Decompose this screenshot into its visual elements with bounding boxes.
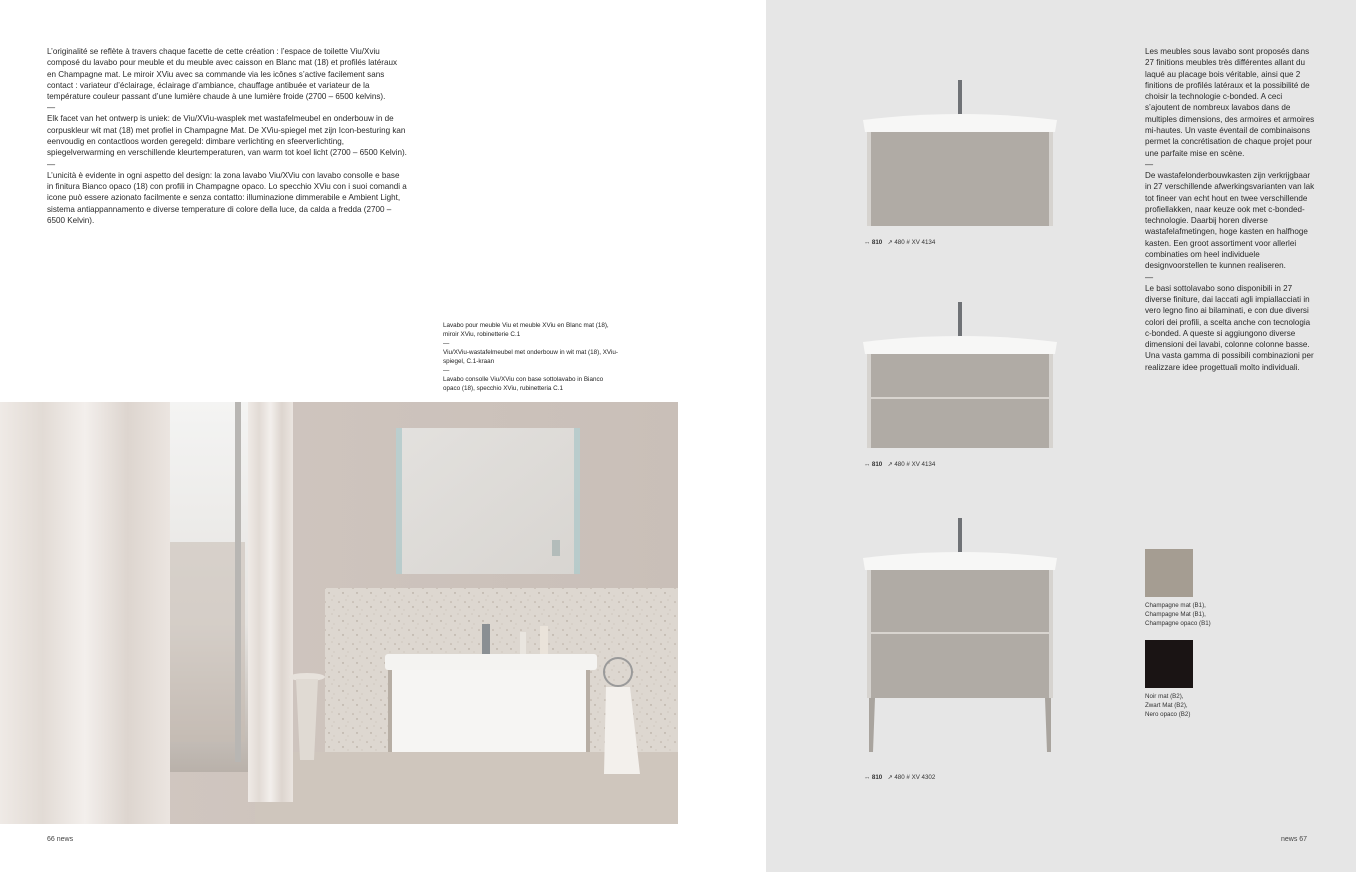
intro-it: L’unicità è evidente in ogni aspetto del design: la zona lavabo Viu/XViu con lavabo consolle e base in finitura Bianco opaco (18) con profili in Champagne opaco. Lo specchio XViu con i suoi comandi a icone può essere azionato facilmente e senza contatto: illuminazione dimmerabile e Ambient Light, sistema antiappannamento e diverse temperature di colore della luce, da calda a fredda (2700 – 6500 Kelvin). (47, 170, 407, 225)
product-code: # XV 4134 (906, 239, 936, 246)
product-code: # XV 4302 (906, 774, 936, 781)
description-fr: Les meubles sous lavabo sont proposés dans 27 finitions meubles très différentes allant du laqué au placage bois véritable, ainsi que 2 finitions de profilés latéraux et la possibilité de choisir la technologie c-bonded. A ceci s’ajoutent de nombreux lavabos dans de multiples dimensions, des armoires et armoires mi-hautes. Un vaste éventail de combinaisons permet la concrétisation de chaque projet pour une parfaite mise en scène. (1145, 47, 1315, 158)
width-value: 810 (871, 239, 883, 246)
page-number-left: 66 news (47, 836, 74, 843)
depth-arrow-icon: ↗ (887, 774, 893, 781)
separator: — (443, 367, 450, 374)
width-arrow-icon: ↔ (864, 461, 871, 468)
swatch-name-nl: Champagne Mat (B1), (1145, 611, 1206, 618)
caption-it: Lavabo consolle Viu/XViu con base sottolavabo in Bianco opaco (18), specchio XViu, rubinetteria C.1 (443, 376, 604, 392)
product-dimensions-1 (864, 239, 935, 246)
width-value: 810 (871, 774, 883, 781)
description-it: Le basi sottolavabo sono disponibili in 27 diverse finiture, dai laccati agli impiallacciati in vero legno fino ai bilaminati, e con due diversi colori dei profili, a scelta anche con tecnologia c-bonded. A queste si aggiungono diverse dimensioni dei lavabi, colonne colonne basse. Una vasta gamma di possibili combinazioni per realizzare idee progettuali molto individuali. (1145, 283, 1314, 372)
right-description (1145, 46, 1315, 373)
product-dimensions-2 (864, 461, 935, 468)
page-number-right: news 67 (1281, 836, 1308, 843)
swatch-name-it: Champagne opaco (B1) (1145, 620, 1211, 627)
width-value: 810 (871, 461, 883, 468)
intro-text (47, 46, 407, 226)
swatch-name-fr: Noir mat (B2), (1145, 693, 1184, 700)
caption-fr: Lavabo pour meuble Viu et meuble XViu en Blanc mat (18), miroir XViu, robinetterie C.1 (443, 322, 609, 338)
intro-fr: L’originalité se reflète à travers chaque facette de cette création : l’espace de toilette Viu/Xviu composé du lavabo pour meuble et du meuble avec caisson en Blanc mat (18) et profilés latéraux en Champagne mat. Le miroir XViu avec sa commande via les icônes s’active facilement sans contact : variateur d’éclairage, éclairage d’ambiance, chauffage antibuée et variateur de la température couleur passant d’une lumière chaude à une lumière froide (2700 – 6500 kelvins). (47, 47, 398, 102)
swatch-champagne (1145, 549, 1193, 597)
width-arrow-icon: ↔ (864, 774, 871, 781)
depth-arrow-icon: ↗ (887, 461, 893, 468)
photo-caption (443, 321, 618, 393)
width-arrow-icon: ↔ (864, 239, 871, 246)
swatch-name-nl: Zwart Mat (B2), (1145, 702, 1188, 709)
swatch-label-champagne (1145, 601, 1255, 628)
separator: — (47, 159, 56, 169)
intro-nl: Elk facet van het ontwerp is uniek: de Viu/XViu-wasplek met wastafelmeubel en onderbouw in de corpuskleur wit mat (18) met profiel in Champagne Mat. De XViu-spiegel met zijn Icon-besturing kan eenvoudig en contactloos worden geregeld: dimbare verlichting en sfeerverlichting, spiegelverwarming en verschillende kleurtemperaturen, van warm tot koel licht (2700 – 6500 Kelvin). (47, 114, 407, 158)
swatch-name-it: Nero opaco (B2) (1145, 711, 1191, 718)
swatch-noir (1145, 640, 1193, 688)
depth-value: 480 (894, 239, 905, 246)
separator: — (443, 340, 450, 347)
description-nl: De wastafelonderbouwkasten zijn verkrijgbaar in 27 verschillende afwerkingsvarianten van lak tot fineer van echt hout en twee verschillende profiellakken, naar keuze ook met c-bonded-technologie. Daarbij horen diverse wastafelafmetingen, hoge kasten en halfhoge kasten. Een groot assortiment voor allerlei combinaties om heel individuele designvoorstellen te kunnen realiseren. (1145, 170, 1315, 271)
product-vanity-3 (855, 516, 1065, 761)
bathroom-photo (0, 402, 678, 824)
swatch-name-fr: Champagne mat (B1), (1145, 602, 1206, 609)
separator: — (1145, 159, 1154, 169)
product-code: # XV 4134 (906, 461, 936, 468)
separator: — (1145, 272, 1154, 282)
depth-arrow-icon: ↗ (887, 239, 893, 246)
caption-nl: Viu/XViu-wastafelmeubel met onderbouw in wit mat (18), XViu-spiegel, C.1-kraan (443, 349, 618, 365)
product-dimensions-3 (864, 774, 935, 781)
product-vanity-2 (855, 300, 1065, 455)
depth-value: 480 (894, 774, 905, 781)
depth-value: 480 (894, 461, 905, 468)
separator: — (47, 103, 56, 113)
product-vanity-1 (855, 78, 1065, 233)
swatch-label-noir (1145, 692, 1255, 719)
